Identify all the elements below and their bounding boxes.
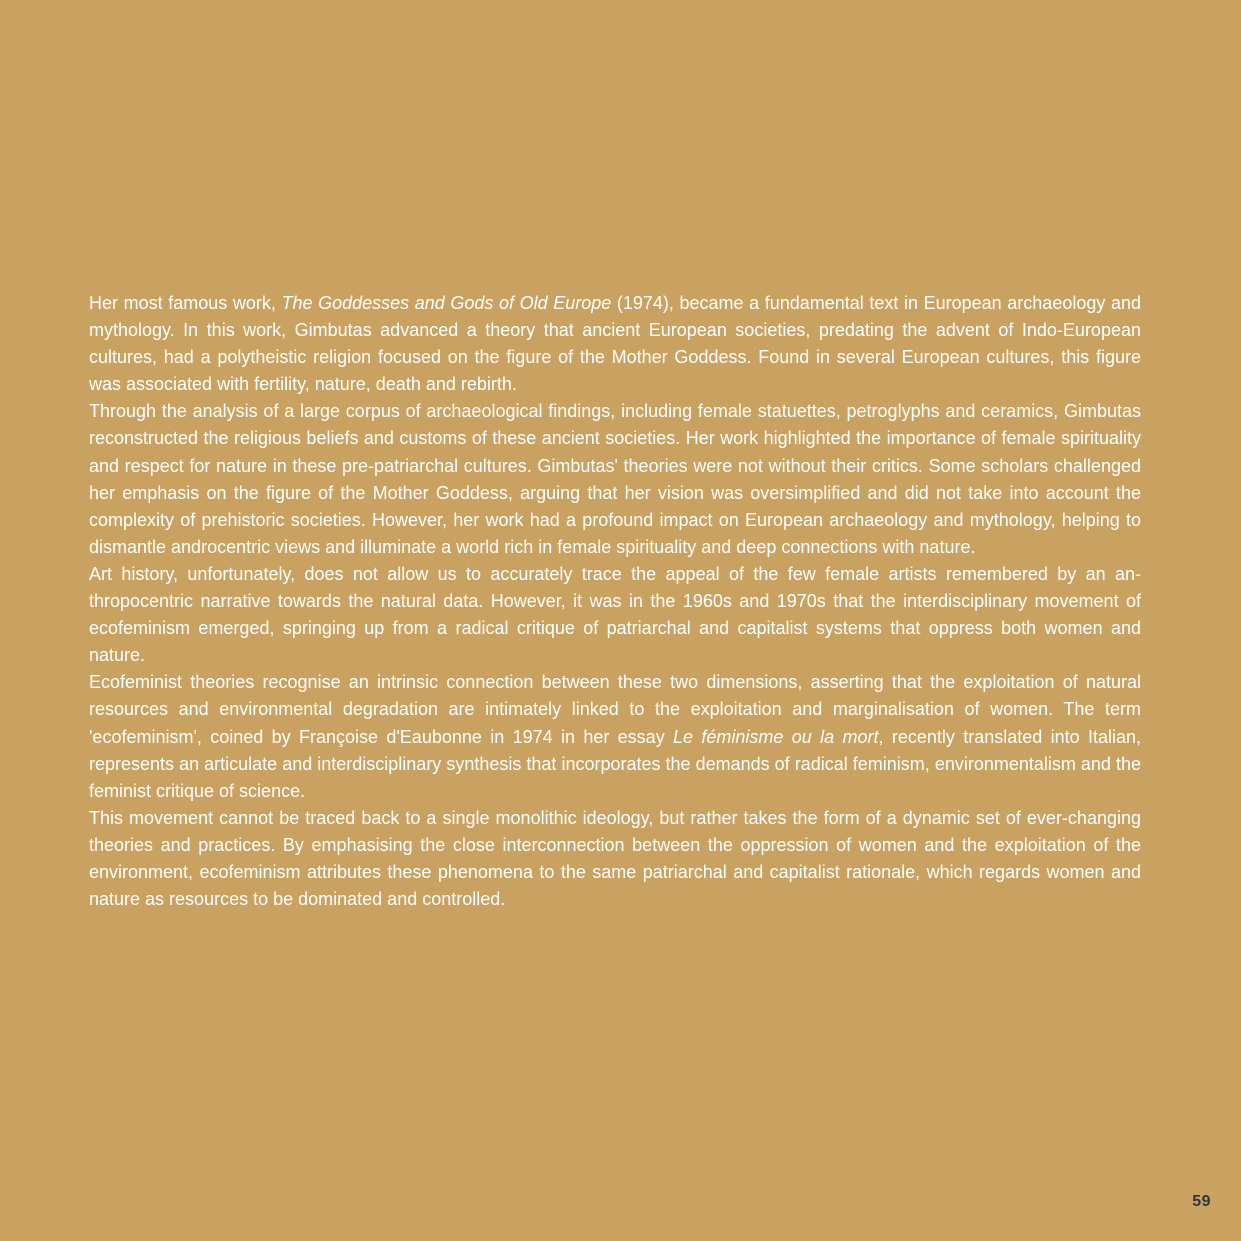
- book-title: The Goddesses and Gods of Old Europe: [281, 293, 612, 313]
- article-body: [89, 290, 1141, 913]
- paragraph-4: [89, 669, 1141, 804]
- paragraph-1-intro: Her most famous work,: [89, 293, 282, 313]
- paragraph-5: This movement cannot be traced back to a single monolithic ideology, but rather takes the form of a dynamic set of ever-changing theories and practices. By emphasising the close interconnection between the oppression of women and the exploitation of the environment, ecofeminism attributes these phenomena to the same patriarchal and capitalist rationale, which regards women and nature as resources to be dominated and controlled.: [89, 807, 1141, 910]
- paragraph-4-rest: , recently translated into Italian, represents an articulate and interdisciplinary synthesis that incorporates the demands of radical feminism, environmentalism and the feminist critique of science.: [89, 726, 1141, 801]
- paragraph-2: Through the analysis of a large corpus of archaeological findings, including female statuettes, petroglyphs and ceramics, Gimbutas reconstructed the religious beliefs and customs of these ancient societies. Her work highlighted the importance of female spirituality and respect for nature in these pre-patriarchal cultures. Gimbutas' theories were not without their critics. Some scholars challenged her emphasis on the figure of the Mother Goddess, arguing that her vision was oversimplified and did not take into account the complexity of prehistoric societies. However, her work had a profound impact on European archaeology and mythology, helping to dismantle androcentric views and illuminate a world rich in female spirituality and deep connections with nature.: [89, 401, 1141, 557]
- paragraph-3: Art history, unfortunately, does not allow us to accurately trace the appeal of the few female artists remembered by an anthropocentric narrative towards the natural data. However, it was in the 1960s and 1970s that the interdisciplinary movement of ecofeminism emerged, springing up from a radical critique of patriarchal and capitalist systems that oppress both women and nature.: [89, 563, 1141, 666]
- page-number: 59: [1192, 1193, 1211, 1210]
- essay-title: Le féminisme ou la mort: [673, 726, 879, 747]
- paragraph-1-rest: (1974), became a fundamental text in European archaeology and mythology. In this work, Gimbutas advanced a theory that ancient European societies, predating the advent of Indo-European cultures, had a polytheistic religion focused on the figure of the Mother Goddess. Found in several European cultures, this figure was associated with fertility, nature, death and rebirth.: [89, 293, 1141, 395]
- paragraph-4-intro: Ecofeminist theories recognise an intrinsic connection between these two dimensions, asserting that the exploitation of natural resources and environmental degradation are intimately linked to the exploitation and marginalisation of women. The term 'ecofeminism', coined by Françoise d'Eaubonne in 1974 in her essay: [89, 672, 1141, 747]
- paragraph-1: [89, 290, 1141, 398]
